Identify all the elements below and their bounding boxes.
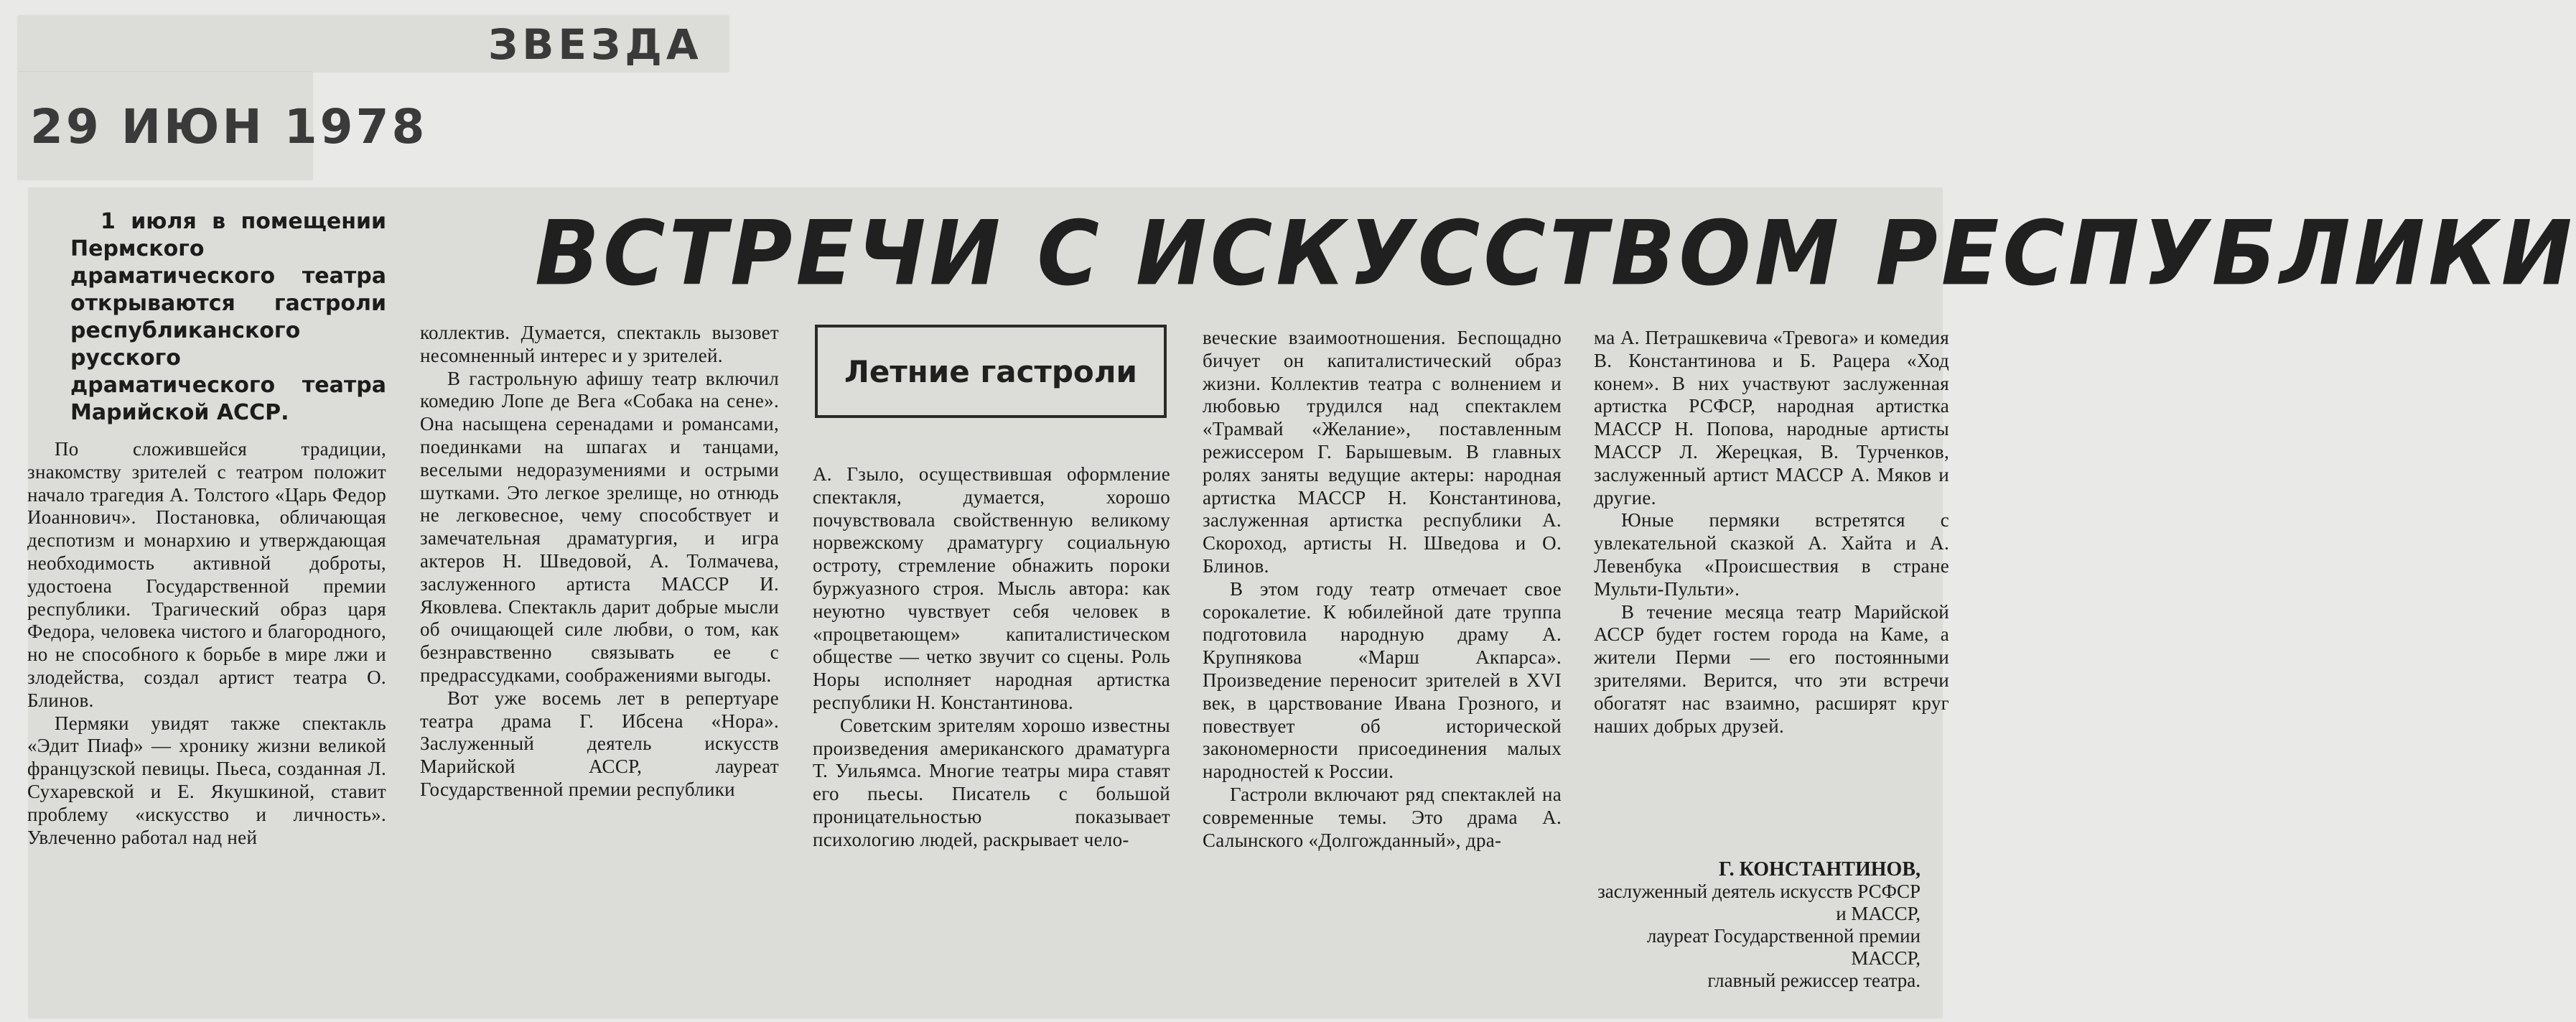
date-stamp: 29 ИЮН 1978 — [30, 99, 428, 154]
author-title-line: главный режиссер театра. — [1707, 970, 1921, 991]
article-column-2 — [420, 322, 779, 802]
newspaper-name: ЗВЕЗДА — [488, 20, 703, 69]
paragraph: Гастроли включают ряд спектаклей на современные темы. Это драма А. Салынского «Долгожданный», дра- — [1203, 783, 1562, 851]
article-column-3 — [813, 463, 1170, 852]
paragraph: А. Гзыло, осуществившая оформление спектакля, думается, хорошо почувствовала свойственную великому норвежскому драматургу социальную остроту, стремление обнажить пороки буржуазного строя. Мысль автора: как неуютно чувствует себя человек в «процветающем» капиталистическом обществе — четко звучит со сцены. Роль Норы исполняет народная артистка республики Н. Константинова. — [813, 463, 1170, 713]
paragraph: Вот уже восемь лет в репертуаре театра драма Г. Ибсена «Нора». Заслуженный деятель искусств Марийской АССР, лауреат Государственной премии республики — [420, 687, 779, 800]
author-title-line: заслуженный деятель искусств РСФСР и МАССР, — [1597, 881, 1921, 924]
article-lead: 1 июля в помещении Пермского драматического театра открываются гастроли республиканского русского драматического театра Марийской АССР. — [70, 209, 386, 425]
article-column-5 — [1594, 327, 1949, 738]
rubric-box — [815, 325, 1167, 418]
author-signature — [1590, 858, 1921, 992]
article-column-4 — [1203, 327, 1562, 852]
paragraph: По сложившейся традиции, знакомству зрителей с театром положит начало трагедия А. Толстого «Царь Федор Иоаннович». Постановка, обличающая деспотизм и монархию и утверждающая необходимость активной доброты, удостоена Государственной премии республики. Трагический образ царя Федора, человека чистого и благородного, но не способного к борьбе в мире лжи и злодейства, создал артист театра О. Блинов. — [27, 438, 386, 711]
article-title: ВСТРЕЧИ С ИСКУССТВОМ РЕСПУБЛИКИ — [535, 201, 2576, 305]
paragraph: ма А. Петрашкевича «Тревога» и комедия В. Константинова и Б. Рацера «Ход конем». В них участвуют заслуженная артистка РСФСР, народная артистка МАССР Н. Попова, народные артисты МАССР Л. Жерецкая, В. Турченков, заслуженный артист МАССР А. Мяков и другие. — [1594, 327, 1949, 508]
paragraph: Юные пермяки встретятся с увлекательной сказкой А. Хайта и А. Левенбука «Происшествия в стране Мульти-Пульти». — [1594, 509, 1949, 600]
paragraph: В течение месяца театр Марийской АССР будет гостем города на Каме, а жители Перми — его постоянными зрителями. Верится, что эти встречи обогатят нас взаимно, расширят круг наших добрых друзей. — [1594, 600, 1949, 737]
author-name: Г. КОНСТАНТИНОВ, — [1718, 858, 1921, 881]
paragraph: В гастрольную афишу театр включил комедию Лопе де Вега «Собака на сене». Она насыщена серенадами и романсами, поединками на шпагах и танцами, веселыми недоразумениями и острыми шутками. Это легкое зрелище, но отнюдь не легковесное, чему способствует и замечательная драматургия, и игра актеров Н. Шведовой, А. Толмачева, заслуженного артиста МАССР И. Яковлева. Спектакль дарит добрые мысли об очищающей силе любви, о том, как безнравственно связывать ее с предрассудками, соображениями выгоды. — [420, 367, 779, 686]
author-title-line: лауреат Государственной премии МАССР, — [1646, 925, 1921, 969]
paragraph: В этом году театр отмечает свое сорокалетие. К юбилейной дате труппа подготовила народную драму А. Крупнякова «Марш Акпарса». Произведение переносит зрителей в XVI век, в царствование Ивана Грозного, и повествует об исторической закономерности присоединения малых народностей к России. — [1203, 577, 1562, 783]
paragraph: Советским зрителям хорошо известны произведения американского драматурга Т. Уильямса. Многие театры мира ставят его пьесы. Писатель с большой проницательностью показывает психологию людей, раскрывает чело- — [813, 714, 1170, 850]
article-column-1 — [27, 438, 386, 849]
paragraph: веческие взаимоотношения. Беспощадно бичует он капиталистический образ жизни. Коллектив театра с волнением и любовью трудился над спектаклем «Трамвай «Желание», поставленным режиссером Г. Барышевым. В главных ролях заняты ведущие актеры: народная артистка МАССР Н. Константинова, заслуженная артистка республики А. Скороход, артисты Н. Шведова и О. Блинов. — [1203, 327, 1562, 577]
rubric-label: Летние гастроли — [844, 353, 1137, 389]
paragraph: коллектив. Думается, спектакль вызовет несомненный интерес и у зрителей. — [420, 322, 779, 366]
paragraph: Пермяки увидят также спектакль «Эдит Пиаф» — хронику жизни великой французской певицы. Пьеса, созданная Л. Сухаревской и Е. Якушкиной, ставит проблему «искусство и личность». Увлеченно работал над ней — [27, 712, 386, 848]
